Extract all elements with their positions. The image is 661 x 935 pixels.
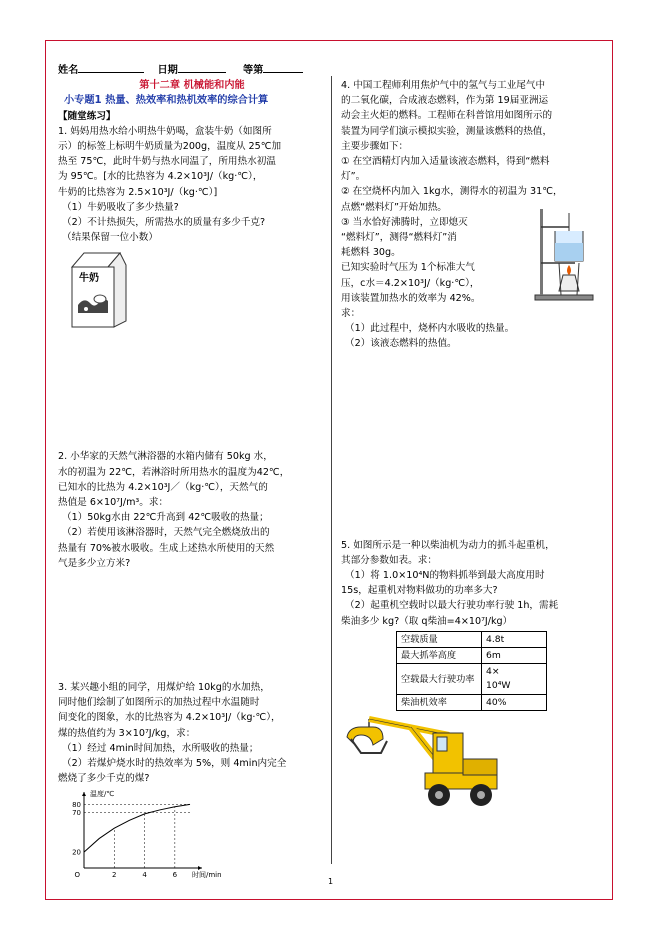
q5-line: （1）将 1.0×10⁴N的物料抓举到最大高度用时 <box>345 570 545 582</box>
q4-line: ① 在空酒精灯内加入适量该液态燃料，得到“燃料 <box>341 156 550 168</box>
q4-line: 压，c水＝4.2×10³J/（kg·℃）， <box>341 277 480 289</box>
table-row <box>397 631 547 647</box>
q2-line: 热值是 6×10⁷J/m³。求： <box>58 497 169 509</box>
q5-line: （2）起重机空载时以最大行驶功率行驶 1h，需耗 <box>345 600 559 612</box>
header-row <box>58 62 326 78</box>
milk-carton-figure <box>58 245 326 331</box>
q3-line: 燃烧了多少千克的煤? <box>58 773 150 785</box>
table-key: 空载最大行驶功率 <box>397 664 482 695</box>
q4-line: ② 在空烧杯内加入 1kg水，测得水的初温为 31℃， <box>341 186 563 198</box>
right-column <box>341 78 603 815</box>
y-axis-label: 温度/℃ <box>90 790 115 799</box>
x-axis-arrow <box>198 866 202 870</box>
y-axis-arrow <box>82 792 86 796</box>
q3-line: 3. 某兴趣小组的同学，用煤炉给 10kg的水加热， <box>58 682 270 694</box>
y-tick-label: 80 <box>72 801 81 810</box>
q4-line: 的二氧化碳，合成液态燃料，作为第 19届亚洲运 <box>341 95 549 107</box>
q4-line: 装置为同学们演示模拟实验，测量该燃料的热值， <box>341 125 553 137</box>
q1-line: （结果保留一位小数） <box>62 232 158 244</box>
table-value: 4.8t <box>482 631 547 647</box>
question-5 <box>341 538 603 816</box>
q2-line: 2. 小华家的天然气淋浴器的水箱内储有 50kg 水， <box>58 451 273 463</box>
milk-carton-icon <box>64 249 134 329</box>
question-2 <box>58 449 326 571</box>
q4-line: 耗燃料 30g。 <box>341 247 401 259</box>
q3-line: （1）经过 4min时间加热，水所吸收的热量； <box>62 742 259 754</box>
q4-line: 主要步骤如下： <box>341 140 409 152</box>
y-tick-label: 70 <box>72 809 81 818</box>
heating-apparatus-figure <box>529 203 601 303</box>
table-value: 6m <box>482 648 547 664</box>
q3-line: 间变化的图象，水的比热容为 4.2×10³J/（kg·℃）， <box>58 712 281 724</box>
q2-line: 已知水的比热为 4.2×10³J／（kg·℃），天然气的 <box>58 481 268 493</box>
q4-line: （2）该液态燃料的热值。 <box>345 338 457 350</box>
q4-line: 4. 中国工程师利用焦炉气中的氢气与工业尾气中 <box>341 80 546 91</box>
origin-label: O <box>74 871 80 880</box>
q4-line: 用该装置加热水的效率为 42%。 <box>341 292 481 304</box>
q2-line: （2）若使用该淋浴器时，天然气完全燃烧放出的 <box>62 527 270 539</box>
q4-line: （1）此过程中，烧杯内水吸收的热量。 <box>345 323 515 335</box>
q4-line: 点燃“燃料灯”开始加热。 <box>341 201 447 213</box>
q2-line: 气是多少立方米? <box>58 557 131 569</box>
left-column <box>58 62 326 884</box>
temperature-curve <box>84 805 190 853</box>
table-row <box>397 664 547 695</box>
table-key: 柴油机效率 <box>397 695 482 711</box>
q3-line: 煤的热值约为 3×10⁷J/kg，求： <box>58 727 196 739</box>
q5-line: 5. 如图所示是一种以柴油机为动力的抓斗起重机， <box>341 539 555 551</box>
table-row <box>397 648 547 664</box>
q5-line: 柴油多少 kg?（取 q柴油=4×10⁷J/kg） <box>341 615 513 627</box>
topic-title: 小专题1 热量、热效率和热机效率的综合计算 <box>64 95 269 107</box>
q4-line: 已知实验时气压为 1个标准大气 <box>341 262 475 274</box>
q1-line: 牛奶的比热容为 2.5×10³J/（kg·℃）] <box>58 186 218 198</box>
question-4 <box>341 78 603 352</box>
q4-line: “燃料灯”，测得“燃料灯”消 <box>341 232 457 244</box>
page-number: 1 <box>327 877 334 886</box>
name-label: 姓名 <box>58 65 79 76</box>
class-blank <box>263 62 303 73</box>
table-value: 40% <box>482 695 547 711</box>
class-label: 等第 <box>242 65 264 76</box>
q4-line: 动会主火炬的燃料。工程师在科普馆用如图所示的 <box>341 110 553 122</box>
question-3 <box>58 680 326 786</box>
x-tick-label: 6 <box>172 871 178 880</box>
milk-label: 牛奶 <box>79 273 99 285</box>
q1-line: 热至 75℃，此时牛奶与热水同温了，所用热水初温 <box>58 156 276 168</box>
q4-line: ③ 当水恰好沸腾时，立即熄灭 <box>341 216 468 228</box>
crane-spec-table <box>396 631 547 712</box>
q2-line: 热量有 70%被水吸收。生成上述热水所使用的天然 <box>58 542 275 554</box>
q4-line: 灯”。 <box>341 171 366 183</box>
table-key: 最大抓举高度 <box>397 648 482 664</box>
q1-line: 为 95℃。[水的比热容为 4.2×10³J/（kg·℃）， <box>58 171 263 183</box>
table-value: 4× 10⁴W <box>482 664 547 695</box>
q1-line: 1. 妈妈用热水给小明热牛奶喝，盒装牛奶（如图所 <box>58 125 272 137</box>
q3-line: （2）若煤炉烧水时的热效率为 5%，则 4min内完全 <box>62 758 287 770</box>
column-divider <box>331 76 332 864</box>
practice-label: 【随堂练习】 <box>58 110 116 122</box>
table-key: 空载质量 <box>397 631 482 647</box>
x-tick-label: 2 <box>112 871 117 880</box>
q5-line: 其部分参数如表。求： <box>341 554 437 566</box>
q2-line: 水的初温为 22℃，若淋浴时所用热水的温度为42℃， <box>58 466 290 478</box>
temperature-chart <box>62 788 222 884</box>
x-axis-label: 时间/min <box>192 871 222 880</box>
date-blank <box>178 62 226 73</box>
q1-line: （2）不计热损失，所需热水的质量有多少千克? <box>62 217 266 229</box>
date-label: 日期 <box>157 65 178 76</box>
q3-line: 同时他们绘制了如图所示的加热过程中水温随时 <box>58 697 260 709</box>
table-row <box>397 695 547 711</box>
y-tick-label: 20 <box>72 849 81 858</box>
q4-line: 求： <box>341 308 361 320</box>
crane-image <box>341 715 511 815</box>
q1-line: 示）的标签上标明牛奶质量为200g，温度从 25℃加 <box>58 141 282 153</box>
q1-line: （1）牛奶吸收了多少热量? <box>62 201 179 213</box>
q5-line: 15s，起重机对物料做功的功率多大? <box>341 585 498 597</box>
x-tick-label: 4 <box>142 871 147 880</box>
q2-line: （1）50kg水由 22℃升高到 42℃吸收的热量； <box>62 512 269 524</box>
name-blank <box>78 62 144 73</box>
chapter-title: 第十二章 机械能和内能 <box>139 80 245 92</box>
question-1 <box>58 124 326 332</box>
